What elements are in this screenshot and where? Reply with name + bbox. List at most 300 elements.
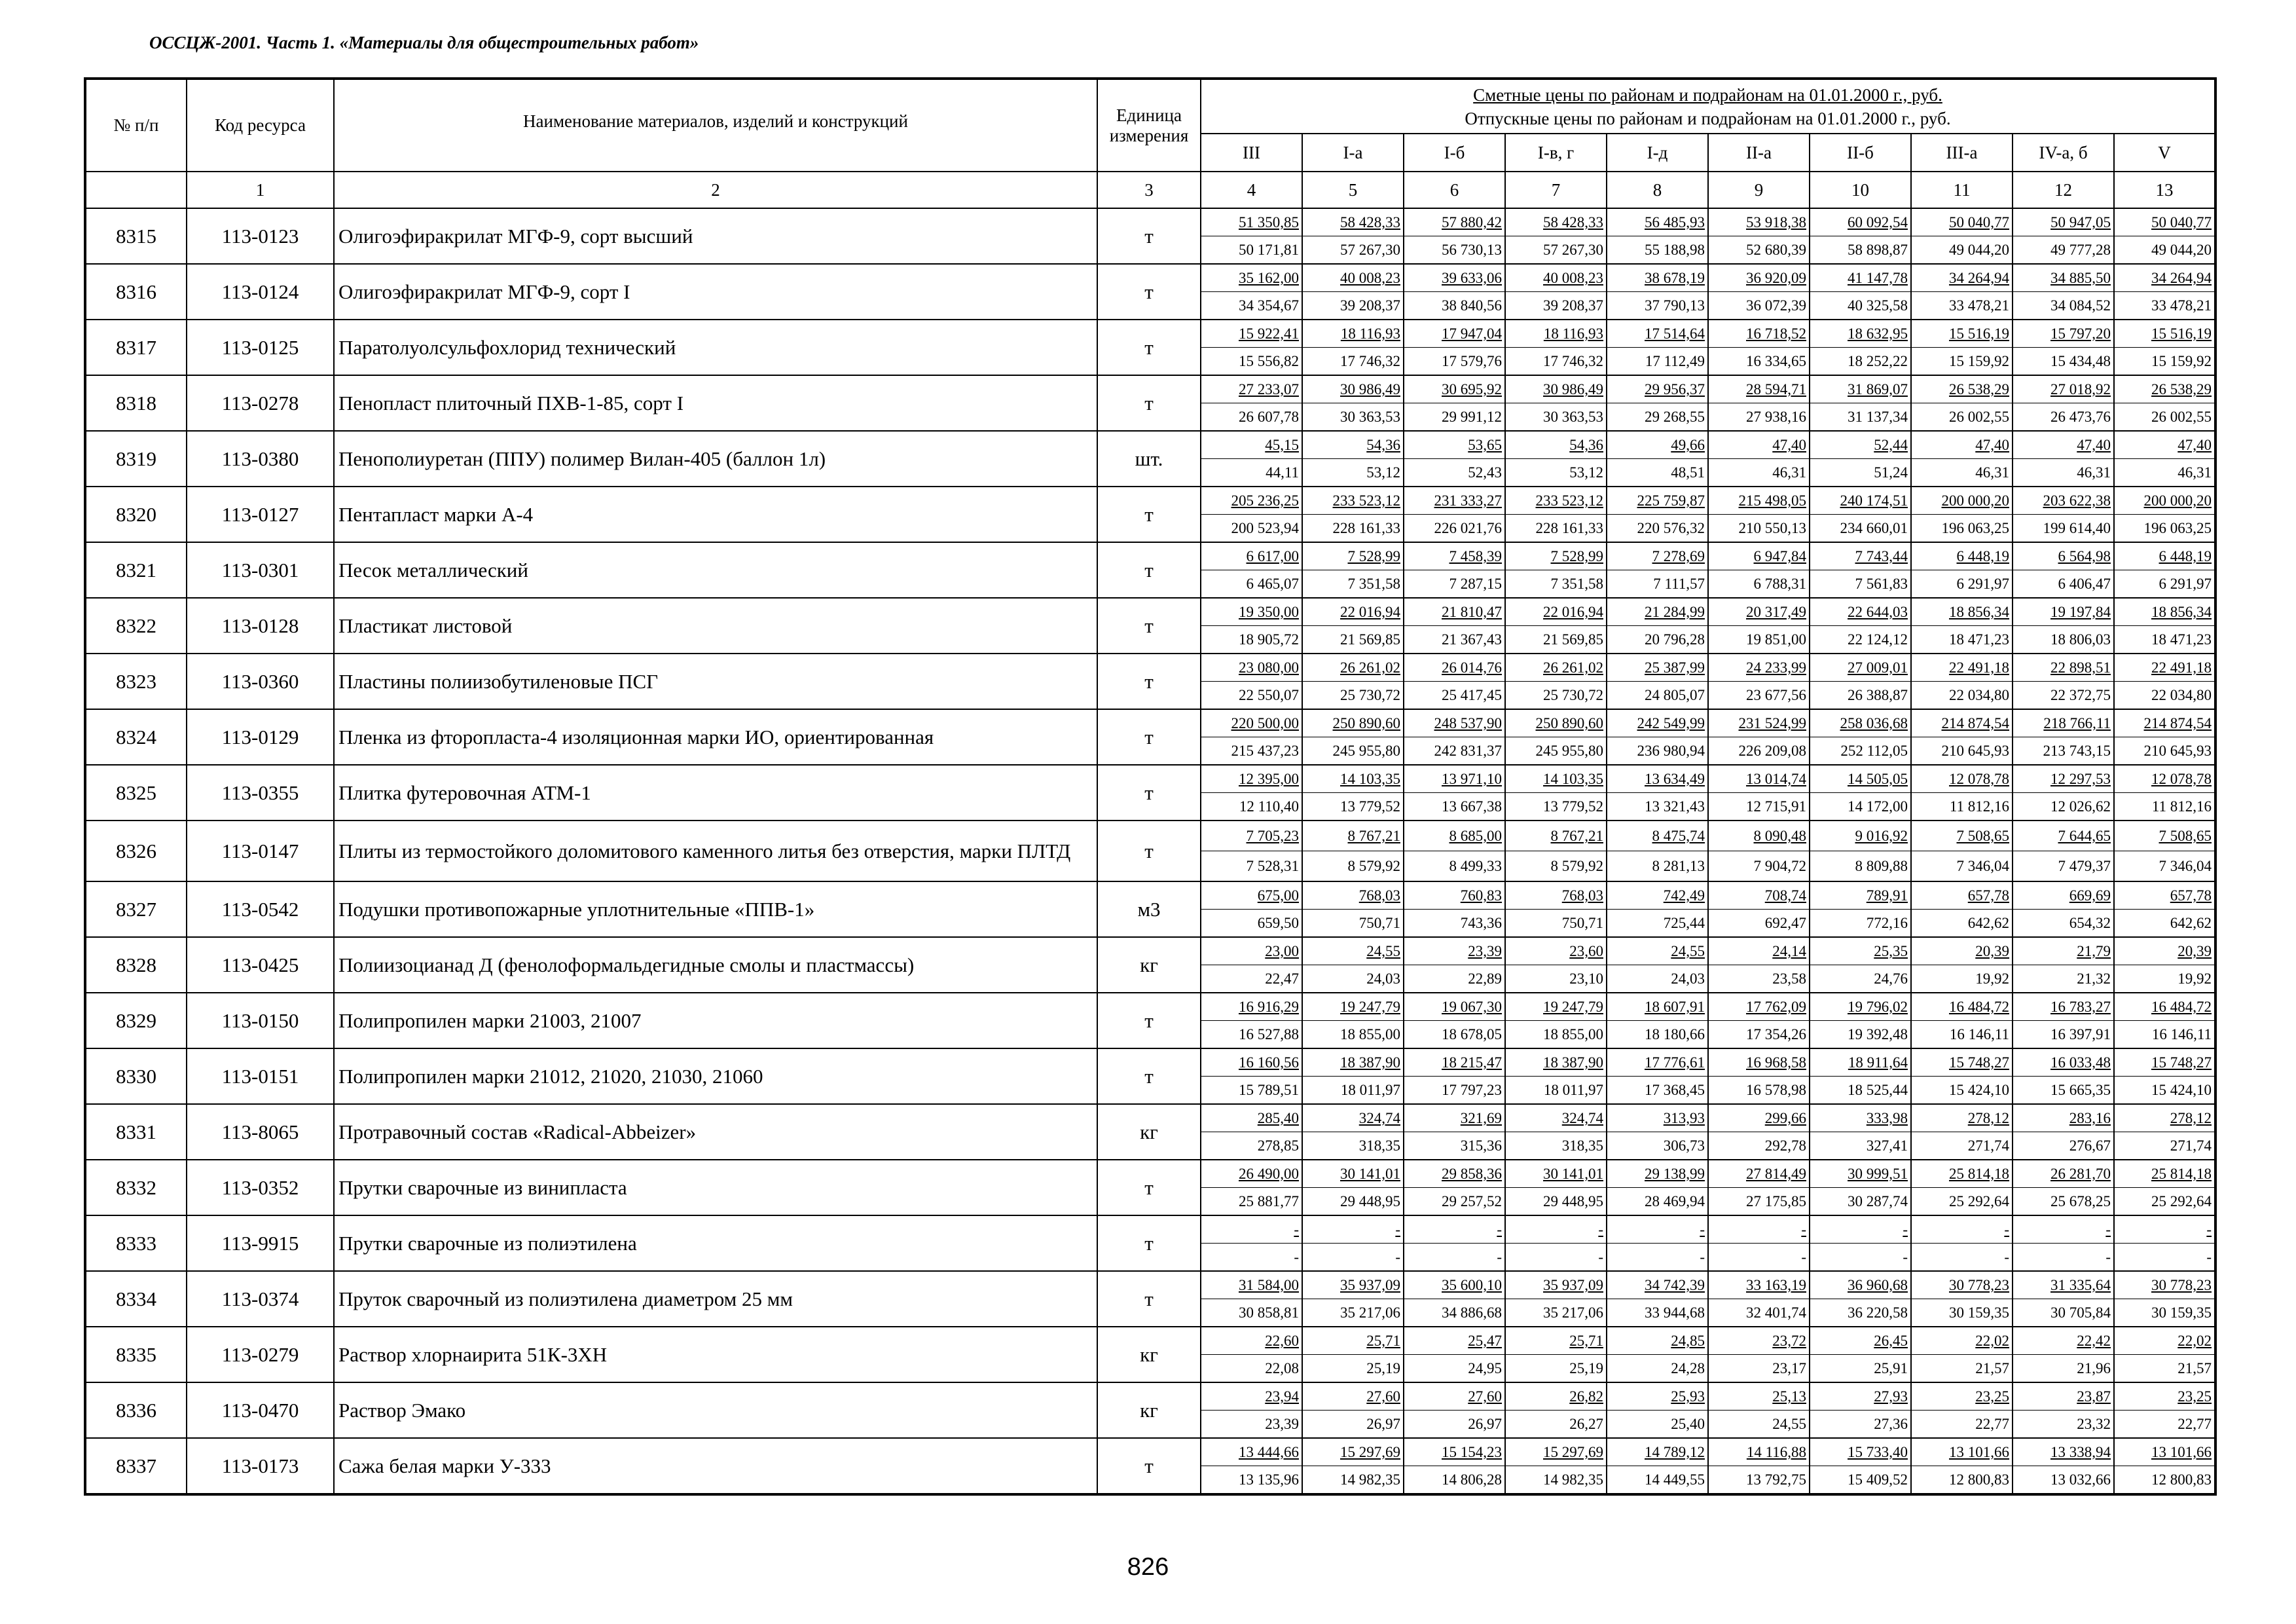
price-cell	[2013, 1271, 2114, 1327]
unit: кг	[1097, 1382, 1201, 1438]
header-code: Код ресурса	[187, 79, 334, 172]
release-price: 22,08	[1265, 1360, 1299, 1376]
estimate-price-value: 22 491,18	[1949, 659, 2009, 676]
estimate-price	[1303, 1439, 1403, 1466]
price-cell	[2013, 1382, 2114, 1438]
price-cell	[1708, 654, 1810, 709]
estimate-price	[1303, 1049, 1403, 1077]
release-price: 19 851,00	[1746, 631, 1806, 648]
estimate-price	[1201, 766, 1302, 793]
price-cell	[2114, 431, 2215, 487]
estimate-price-value: 52,44	[1874, 437, 1908, 453]
release-price: 23 677,56	[1746, 687, 1806, 703]
estimate-price	[2013, 432, 2113, 459]
row-id: 8327	[85, 881, 187, 937]
release-price: 7 287,15	[1449, 576, 1502, 592]
estimate-price	[2115, 1327, 2214, 1355]
estimate-price	[1404, 882, 1504, 910]
price-cell	[1505, 320, 1607, 375]
release-price: 44,11	[1266, 464, 1299, 481]
estimate-price-value: 25 387,99	[1645, 659, 1705, 676]
estimate-price	[1201, 938, 1302, 965]
release-price: 210 550,13	[1738, 520, 1806, 536]
header-unit: Единица измерения	[1097, 79, 1201, 172]
price-cell	[1505, 1048, 1607, 1104]
estimate-price-value: 248 537,90	[1434, 715, 1502, 731]
estimate-price-value: 285,40	[1257, 1110, 1299, 1126]
price-cell	[1708, 1438, 1810, 1494]
release-price: 12 026,62	[2050, 798, 2111, 815]
price-cell	[1302, 264, 1404, 320]
table-row	[85, 1160, 2215, 1215]
price-cell	[1911, 264, 2013, 320]
region-header: II-а	[1708, 134, 1810, 172]
price-cell	[1505, 993, 1607, 1048]
release-price: 22,77	[2178, 1416, 2212, 1432]
release-price: 750,71	[1561, 915, 1603, 931]
release-price: 25 292,64	[2151, 1193, 2212, 1209]
estimate-price-value: 313,93	[1663, 1110, 1705, 1126]
estimate-price	[2013, 487, 2113, 515]
resource-code: 113-0301	[187, 542, 334, 598]
estimate-price	[1303, 1216, 1403, 1244]
table-row	[85, 487, 2215, 542]
estimate-price	[1201, 265, 1302, 292]
estimate-price-value: 50 040,77	[1949, 214, 2009, 231]
estimate-price-value: 657,78	[2170, 887, 2212, 904]
header-price	[1201, 79, 2215, 134]
page-number: 826	[1127, 1553, 1169, 1581]
price-cell	[1810, 1048, 1911, 1104]
estimate-price	[2115, 1216, 2214, 1244]
release-price: 19,92	[1975, 970, 2009, 987]
region-header: V	[2114, 134, 2215, 172]
estimate-price-value: 28 594,71	[1746, 381, 1806, 397]
material-name: Пентапласт марки А-4	[334, 487, 1097, 542]
release-price: 12 110,40	[1239, 798, 1299, 815]
release-price: 29 448,95	[1340, 1193, 1400, 1209]
release-price: 24,28	[1671, 1360, 1705, 1376]
estimate-price	[2115, 766, 2214, 793]
estimate-price-value: 30 778,23	[2151, 1277, 2212, 1293]
estimate-price-value: 15 797,20	[2050, 325, 2111, 342]
price-cell	[2013, 375, 2114, 431]
price-cell	[1607, 375, 1708, 431]
estimate-price	[1607, 766, 1707, 793]
table-row	[85, 1104, 2215, 1160]
price-cell	[1505, 1327, 1607, 1382]
estimate-price	[1912, 821, 2012, 851]
estimate-price-value: -	[1294, 1221, 1299, 1238]
price-cell	[1607, 1104, 1708, 1160]
estimate-price	[2013, 1105, 2113, 1132]
estimate-price	[1506, 599, 1606, 626]
price-cell	[2013, 542, 2114, 598]
estimate-price-value: 7 278,69	[1652, 548, 1705, 564]
estimate-price	[1201, 432, 1302, 459]
price-cell	[2114, 821, 2215, 881]
release-price: 22 550,07	[1239, 687, 1299, 703]
estimate-price	[1303, 265, 1403, 292]
estimate-price	[2115, 209, 2214, 236]
estimate-price-value: 19 350,00	[1239, 604, 1299, 620]
estimate-price	[1506, 882, 1606, 910]
price-cell	[1404, 1382, 1505, 1438]
price-cell	[1708, 1048, 1810, 1104]
release-price: 26,97	[1366, 1416, 1400, 1432]
column-number: 10	[1810, 172, 1911, 208]
material-name: Пруток сварочный из полиэтилена диаметром 25 мм	[334, 1271, 1097, 1327]
estimate-price	[1810, 1216, 1910, 1244]
release-price: 278,85	[1257, 1137, 1299, 1154]
release-price: 37 790,13	[1645, 297, 1705, 314]
release-price: 46,31	[2178, 464, 2212, 481]
price-cell	[1404, 1104, 1505, 1160]
estimate-price	[1303, 766, 1403, 793]
material-name: Сажа белая марки У-333	[334, 1438, 1097, 1494]
release-price: 33 944,68	[1645, 1304, 1705, 1321]
release-price: 8 499,33	[1449, 858, 1502, 874]
price-cell	[2114, 375, 2215, 431]
release-price: 24 805,07	[1645, 687, 1705, 703]
estimate-price-value: 23,39	[1468, 943, 1502, 959]
estimate-price-value: 15 154,23	[1442, 1444, 1502, 1460]
table-row	[85, 1382, 2215, 1438]
price-cell	[1302, 1271, 1404, 1327]
release-price: 28 469,94	[1645, 1193, 1705, 1209]
price-cell	[1302, 208, 1404, 264]
release-price: 48,51	[1671, 464, 1705, 481]
price-cell	[1302, 542, 1404, 598]
release-price: 18 678,05	[1442, 1026, 1502, 1043]
estimate-price	[2013, 710, 2113, 737]
estimate-price	[1709, 599, 1809, 626]
price-cell	[1911, 654, 2013, 709]
price-cell	[1201, 208, 1302, 264]
price-cell	[1404, 264, 1505, 320]
estimate-price-value: 23,72	[1772, 1333, 1806, 1349]
price-cell	[1404, 375, 1505, 431]
estimate-price	[1810, 710, 1910, 737]
price-cell	[1404, 1215, 1505, 1271]
price-cell	[1708, 598, 1810, 654]
release-price: 24,03	[1671, 970, 1705, 987]
price-cell	[2114, 709, 2215, 765]
estimate-price	[1201, 1160, 1302, 1188]
estimate-price-value: 19 247,79	[1543, 999, 1603, 1015]
price-cell	[1911, 431, 2013, 487]
estimate-price	[1607, 320, 1707, 348]
price-cell	[1505, 1271, 1607, 1327]
estimate-price	[1709, 882, 1809, 910]
price-cell	[2013, 937, 2114, 993]
estimate-price-value: 16 484,72	[2151, 999, 2212, 1015]
estimate-price	[2115, 265, 2214, 292]
estimate-price	[2115, 320, 2214, 348]
estimate-price	[1303, 654, 1403, 682]
price-cell	[1404, 937, 1505, 993]
estimate-price	[1912, 487, 2012, 515]
price-cell	[1911, 881, 2013, 937]
price-cell	[2114, 320, 2215, 375]
release-price: 58 898,87	[1848, 242, 1908, 258]
estimate-price-value: 25,47	[1468, 1333, 1502, 1349]
estimate-price-value: 56 485,93	[1645, 214, 1705, 231]
price-cell	[1810, 487, 1911, 542]
price-cell	[1302, 993, 1404, 1048]
release-price: 21 367,43	[1442, 631, 1502, 648]
price-cell	[1607, 993, 1708, 1048]
release-price: 17 579,76	[1442, 353, 1502, 369]
price-cell	[1607, 1271, 1708, 1327]
price-cell	[1607, 654, 1708, 709]
release-price: 18 471,23	[1949, 631, 2009, 648]
price-cell	[1810, 208, 1911, 264]
price-cell	[1708, 542, 1810, 598]
resource-code: 113-0124	[187, 264, 334, 320]
estimate-price-value: 675,00	[1257, 887, 1299, 904]
estimate-price	[1810, 821, 1910, 851]
material-name: Полипропилен марки 21012, 21020, 21030, 21060	[334, 1048, 1097, 1104]
estimate-price-value: 18 387,90	[1340, 1054, 1400, 1071]
resource-code: 113-0542	[187, 881, 334, 937]
release-price: 26,27	[1569, 1416, 1603, 1432]
price-cell	[1708, 709, 1810, 765]
estimate-price	[1607, 1216, 1707, 1244]
price-cell	[1302, 821, 1404, 881]
estimate-price	[1303, 938, 1403, 965]
estimate-price-value: 27,60	[1468, 1388, 1502, 1405]
price-cell	[1505, 208, 1607, 264]
release-price: 52 680,39	[1746, 242, 1806, 258]
price-cell	[1505, 821, 1607, 881]
estimate-price-value: 23,00	[1265, 943, 1299, 959]
estimate-price	[2013, 993, 2113, 1021]
price-cell	[2013, 993, 2114, 1048]
estimate-price-value: 760,83	[1460, 887, 1502, 904]
estimate-price-value: 6 564,98	[2058, 548, 2111, 564]
release-price: 743,36	[1460, 915, 1502, 931]
estimate-price-value: 35 600,10	[1442, 1277, 1502, 1293]
price-cell	[1911, 1104, 2013, 1160]
price-cell	[1911, 542, 2013, 598]
estimate-price	[1303, 1327, 1403, 1355]
estimate-price	[1912, 710, 2012, 737]
estimate-price	[1607, 487, 1707, 515]
estimate-price	[1404, 766, 1504, 793]
estimate-price-value: 17 514,64	[1645, 325, 1705, 342]
price-cell	[1708, 208, 1810, 264]
release-price: 7 346,04	[2159, 858, 2212, 874]
estimate-price-value: 36 920,09	[1746, 270, 1806, 286]
price-cell	[2013, 264, 2114, 320]
price-cell	[1911, 1271, 2013, 1327]
price-cell	[1302, 1382, 1404, 1438]
estimate-price-value: 15 748,27	[1949, 1054, 2009, 1071]
estimate-price-value: -	[1700, 1221, 1705, 1238]
release-price: 7 351,58	[1550, 576, 1603, 592]
release-price: 29 257,52	[1442, 1193, 1502, 1209]
estimate-price	[1709, 821, 1809, 851]
estimate-price	[1607, 599, 1707, 626]
estimate-price-value: 19 796,02	[1848, 999, 1908, 1015]
estimate-price-value: 51 350,85	[1239, 214, 1299, 231]
estimate-price	[1201, 487, 1302, 515]
estimate-price	[1201, 882, 1302, 910]
estimate-price-value: 233 523,12	[1332, 492, 1400, 509]
unit: т	[1097, 320, 1201, 375]
price-cell	[1505, 431, 1607, 487]
price-cell	[1505, 598, 1607, 654]
price-cell	[1404, 1271, 1505, 1327]
release-price: 15 159,92	[2151, 353, 2212, 369]
estimate-price-value: 12 297,53	[2050, 771, 2111, 787]
estimate-price-value: 23,25	[1975, 1388, 2009, 1405]
release-price: 14 449,55	[1645, 1471, 1705, 1488]
estimate-price	[1201, 710, 1302, 737]
price-cell	[1201, 1104, 1302, 1160]
region-header: I-б	[1404, 134, 1505, 172]
price-cell	[1505, 1104, 1607, 1160]
resource-code: 113-0278	[187, 375, 334, 431]
resource-code: 113-0173	[187, 1438, 334, 1494]
estimate-price-value: 26,45	[1874, 1333, 1908, 1349]
estimate-price-value: 30 986,49	[1543, 381, 1603, 397]
estimate-price-value: 23,87	[2077, 1388, 2111, 1405]
estimate-price-value: -	[1903, 1221, 1908, 1238]
estimate-price	[1607, 1049, 1707, 1077]
release-price: 8 809,88	[1855, 858, 1908, 874]
estimate-price-value: 18 856,34	[2151, 604, 2212, 620]
estimate-price	[1607, 209, 1707, 236]
estimate-price-value: 7 508,65	[2159, 828, 2212, 844]
unit: кг	[1097, 937, 1201, 993]
resource-code: 113-8065	[187, 1104, 334, 1160]
estimate-price-value: 20,39	[1975, 943, 2009, 959]
estimate-price-value: 15 733,40	[1848, 1444, 1908, 1460]
estimate-price-value: 53 918,38	[1746, 214, 1806, 231]
release-price: 14 806,28	[1442, 1471, 1502, 1488]
estimate-price-value: 50 947,05	[2050, 214, 2111, 231]
material-name: Пленка из фторопласта-4 изоляционная марки ИО, ориентированная	[334, 709, 1097, 765]
estimate-price-value: 14 505,05	[1848, 771, 1908, 787]
estimate-price-value: 16 033,48	[2050, 1054, 2111, 1071]
table-row	[85, 1327, 2215, 1382]
estimate-price	[2115, 432, 2214, 459]
header-price-line1: Сметные цены по районам и подрайонам на 01.01.2000 г., руб.	[1473, 84, 1942, 105]
price-cell	[1201, 993, 1302, 1048]
estimate-price	[1404, 1327, 1504, 1355]
price-cell	[2114, 1271, 2215, 1327]
price-cell	[1708, 431, 1810, 487]
estimate-price-value: 34 742,39	[1645, 1277, 1705, 1293]
price-cell	[2013, 709, 2114, 765]
price-cell	[1708, 1160, 1810, 1215]
release-price: 25 730,72	[1340, 687, 1400, 703]
release-price: 692,47	[1764, 915, 1806, 931]
release-price: -	[1598, 1249, 1603, 1265]
estimate-price	[1201, 821, 1302, 851]
price-cell	[2013, 821, 2114, 881]
release-price: 16 334,65	[1746, 353, 1806, 369]
estimate-price	[1810, 599, 1910, 626]
region-header: III-а	[1911, 134, 2013, 172]
estimate-price-value: 22,42	[2077, 1333, 2111, 1349]
release-price: 196 063,25	[2143, 520, 2212, 536]
column-number: 11	[1911, 172, 2013, 208]
price-cell	[1911, 1048, 2013, 1104]
estimate-price	[2115, 993, 2214, 1021]
estimate-price-value: 34 264,94	[1949, 270, 2009, 286]
estimate-price	[1709, 1439, 1809, 1466]
estimate-price	[1810, 209, 1910, 236]
release-price: 21,96	[2077, 1360, 2111, 1376]
estimate-price-value: 29 956,37	[1645, 381, 1705, 397]
estimate-price-value: 22,02	[1975, 1333, 2009, 1349]
estimate-price-value: 24,85	[1671, 1333, 1705, 1349]
estimate-price	[1810, 265, 1910, 292]
estimate-price-value: 34 264,94	[2151, 270, 2212, 286]
release-price: 12 715,91	[1746, 798, 1806, 815]
release-price: 57 267,30	[1340, 242, 1400, 258]
estimate-price-value: 12 395,00	[1239, 771, 1299, 787]
price-table	[84, 77, 2217, 1496]
estimate-price-value: 231 333,27	[1434, 492, 1502, 509]
estimate-price-value: 13 634,49	[1645, 771, 1705, 787]
price-cell	[1302, 431, 1404, 487]
material-name: Протравочный состав «Radical-Abbeizer»	[334, 1104, 1097, 1160]
release-price: 24,55	[1772, 1416, 1806, 1432]
estimate-price-value: 214 874,54	[2143, 715, 2212, 731]
estimate-price	[1810, 320, 1910, 348]
estimate-price-value: 16 968,58	[1746, 1054, 1806, 1071]
estimate-price-value: 40 008,23	[1543, 270, 1603, 286]
release-price: 6 291,97	[2159, 576, 2212, 592]
release-price: 14 982,35	[1340, 1471, 1400, 1488]
price-cell	[2114, 208, 2215, 264]
release-price: 659,50	[1257, 915, 1299, 931]
release-price: 34 886,68	[1442, 1304, 1502, 1321]
estimate-price-value: 27 009,01	[1848, 659, 1908, 676]
estimate-price	[1303, 487, 1403, 515]
unit: т	[1097, 1438, 1201, 1494]
material-name: Полипропилен марки 21003, 21007	[334, 993, 1097, 1048]
estimate-price-value: 26 538,29	[1949, 381, 2009, 397]
estimate-price-value: 22 898,51	[2050, 659, 2111, 676]
estimate-price-value: 742,49	[1663, 887, 1705, 904]
release-price: 27 938,16	[1746, 409, 1806, 425]
estimate-price	[2115, 1439, 2214, 1466]
material-name: Прутки сварочные из винипласта	[334, 1160, 1097, 1215]
unit: т	[1097, 654, 1201, 709]
release-price: 13 667,38	[1442, 798, 1502, 815]
estimate-price-value: 8 767,21	[1347, 828, 1400, 844]
estimate-price-value: 30 999,51	[1848, 1166, 1908, 1182]
release-price: 15 424,10	[1949, 1082, 2009, 1098]
estimate-price	[1912, 432, 2012, 459]
price-cell	[1607, 1327, 1708, 1382]
estimate-price-value: 7 743,44	[1855, 548, 1908, 564]
price-cell	[1201, 1160, 1302, 1215]
price-cell	[2013, 654, 2114, 709]
price-cell	[1505, 1160, 1607, 1215]
release-price: 13 135,96	[1239, 1471, 1299, 1488]
estimate-price	[1607, 993, 1707, 1021]
estimate-price-value: 47,40	[1975, 437, 2009, 453]
estimate-price	[1303, 1383, 1403, 1411]
estimate-price	[1709, 1327, 1809, 1355]
estimate-price	[1506, 710, 1606, 737]
